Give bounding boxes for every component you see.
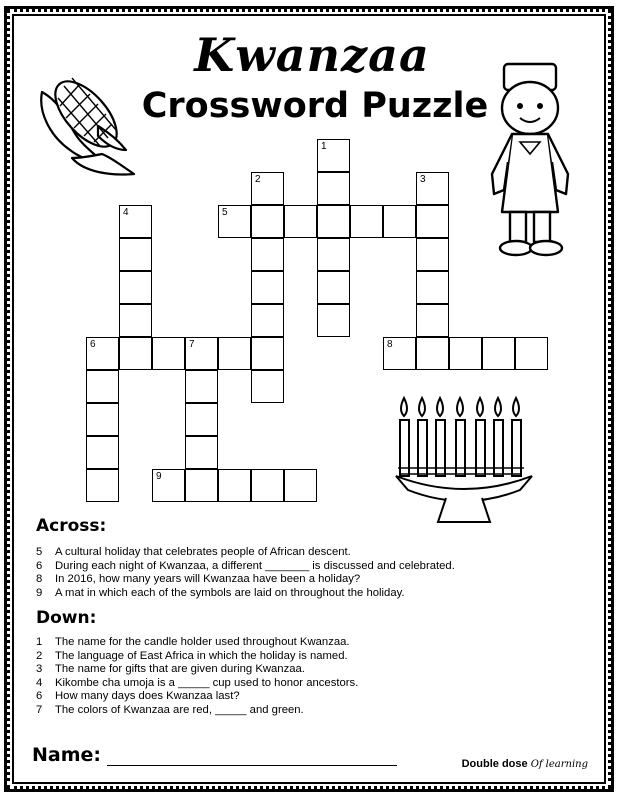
- grid-cell[interactable]: [416, 205, 449, 238]
- grid-cell[interactable]: [251, 469, 284, 502]
- grid-cell[interactable]: [251, 205, 284, 238]
- grid-cell[interactable]: [185, 370, 218, 403]
- name-label: Name:: [32, 744, 102, 766]
- across-clue: 9 A mat in which each of the symbols are laid on throughout the holiday.: [36, 586, 405, 599]
- grid-cell[interactable]: [416, 238, 449, 271]
- grid-cell[interactable]: [284, 469, 317, 502]
- grid-cell[interactable]: [251, 172, 284, 205]
- grid-cell[interactable]: [185, 436, 218, 469]
- across-clue: 8 In 2016, how many years will Kwanzaa have been a holiday?: [36, 573, 361, 586]
- grid-cell[interactable]: [317, 304, 350, 337]
- across-clue: 6 During each night of Kwanzaa, a different _______ is discussed and celebrated.: [36, 559, 455, 572]
- grid-cell[interactable]: [416, 172, 449, 205]
- down-clue: 2 The language of East Africa in which the holiday is named.: [36, 649, 348, 662]
- grid-cell[interactable]: [251, 271, 284, 304]
- grid-cell[interactable]: [251, 337, 284, 370]
- grid-cell[interactable]: [449, 337, 482, 370]
- grid-cell[interactable]: [86, 469, 119, 502]
- across-heading: Across:: [36, 516, 107, 536]
- clue-number: 4: [123, 207, 129, 218]
- title-crossword-puzzle: Crossword Puzzle: [141, 86, 489, 126]
- grid-cell[interactable]: [317, 271, 350, 304]
- grid-cell[interactable]: [119, 304, 152, 337]
- grid-cell[interactable]: [416, 337, 449, 370]
- grid-cell[interactable]: [251, 304, 284, 337]
- grid-cell[interactable]: [152, 469, 185, 502]
- clue-number: 9: [156, 471, 162, 482]
- grid-cell[interactable]: [119, 337, 152, 370]
- title-kwanzaa: Kwanzaa: [194, 28, 430, 82]
- grid-cell[interactable]: [185, 403, 218, 436]
- grid-cell[interactable]: [317, 205, 350, 238]
- grid-cell[interactable]: [119, 238, 152, 271]
- child-in-kufi-icon: [484, 62, 580, 268]
- name-field: [32, 744, 397, 766]
- grid-cell[interactable]: [317, 238, 350, 271]
- grid-cell[interactable]: [86, 403, 119, 436]
- grid-cell[interactable]: [185, 337, 218, 370]
- clue-number: 5: [222, 207, 228, 218]
- down-clue: 6 How many days does Kwanzaa last?: [36, 690, 240, 703]
- across-section: [36, 516, 455, 600]
- grid-cell[interactable]: [482, 337, 515, 370]
- down-clue-list: [36, 636, 358, 718]
- grid-cell[interactable]: [218, 205, 251, 238]
- clue-number: 7: [189, 339, 195, 350]
- down-clue: 7 The colors of Kwanzaa are red, _____ and green.: [36, 703, 304, 716]
- grid-cell[interactable]: [515, 337, 548, 370]
- grid-cell[interactable]: [86, 436, 119, 469]
- clue-number: 3: [420, 174, 426, 185]
- brand-credit: Double dose Of learning: [461, 758, 588, 770]
- kinara-icon: [390, 394, 538, 528]
- grid-cell[interactable]: [218, 337, 251, 370]
- down-clue: 4 Kikombe cha umoja is a _____ cup used to honor ancestors.: [36, 676, 359, 689]
- down-clue: 3 The name for gifts that are given during Kwanzaa.: [36, 663, 305, 676]
- grid-cell[interactable]: [86, 370, 119, 403]
- grid-cell[interactable]: [218, 469, 251, 502]
- grid-cell[interactable]: [119, 205, 152, 238]
- grid-cell[interactable]: [317, 139, 350, 172]
- grid-cell[interactable]: [317, 172, 350, 205]
- across-clue-list: [36, 546, 455, 600]
- corn-icon: [36, 66, 140, 178]
- down-section: [36, 608, 358, 718]
- grid-cell[interactable]: [284, 205, 317, 238]
- grid-cell[interactable]: [152, 337, 185, 370]
- grid-cell[interactable]: [383, 205, 416, 238]
- name-line[interactable]: [107, 747, 397, 766]
- grid-cell[interactable]: [86, 337, 119, 370]
- down-clue: 1 The name for the candle holder used throughout Kwanzaa.: [36, 636, 350, 648]
- clue-number: 1: [321, 141, 327, 152]
- grid-cell[interactable]: [251, 238, 284, 271]
- clue-number: 8: [387, 339, 393, 350]
- grid-cell[interactable]: [416, 304, 449, 337]
- clue-number: 6: [90, 339, 96, 350]
- clue-number: 2: [255, 174, 261, 185]
- across-clue: 5 A cultural holiday that celebrates people of African descent.: [36, 546, 351, 558]
- grid-cell[interactable]: [416, 271, 449, 304]
- grid-cell[interactable]: [185, 469, 218, 502]
- grid-cell[interactable]: [350, 205, 383, 238]
- grid-cell[interactable]: [251, 370, 284, 403]
- grid-cell[interactable]: [119, 271, 152, 304]
- down-heading: Down:: [36, 608, 97, 628]
- grid-cell[interactable]: [383, 337, 416, 370]
